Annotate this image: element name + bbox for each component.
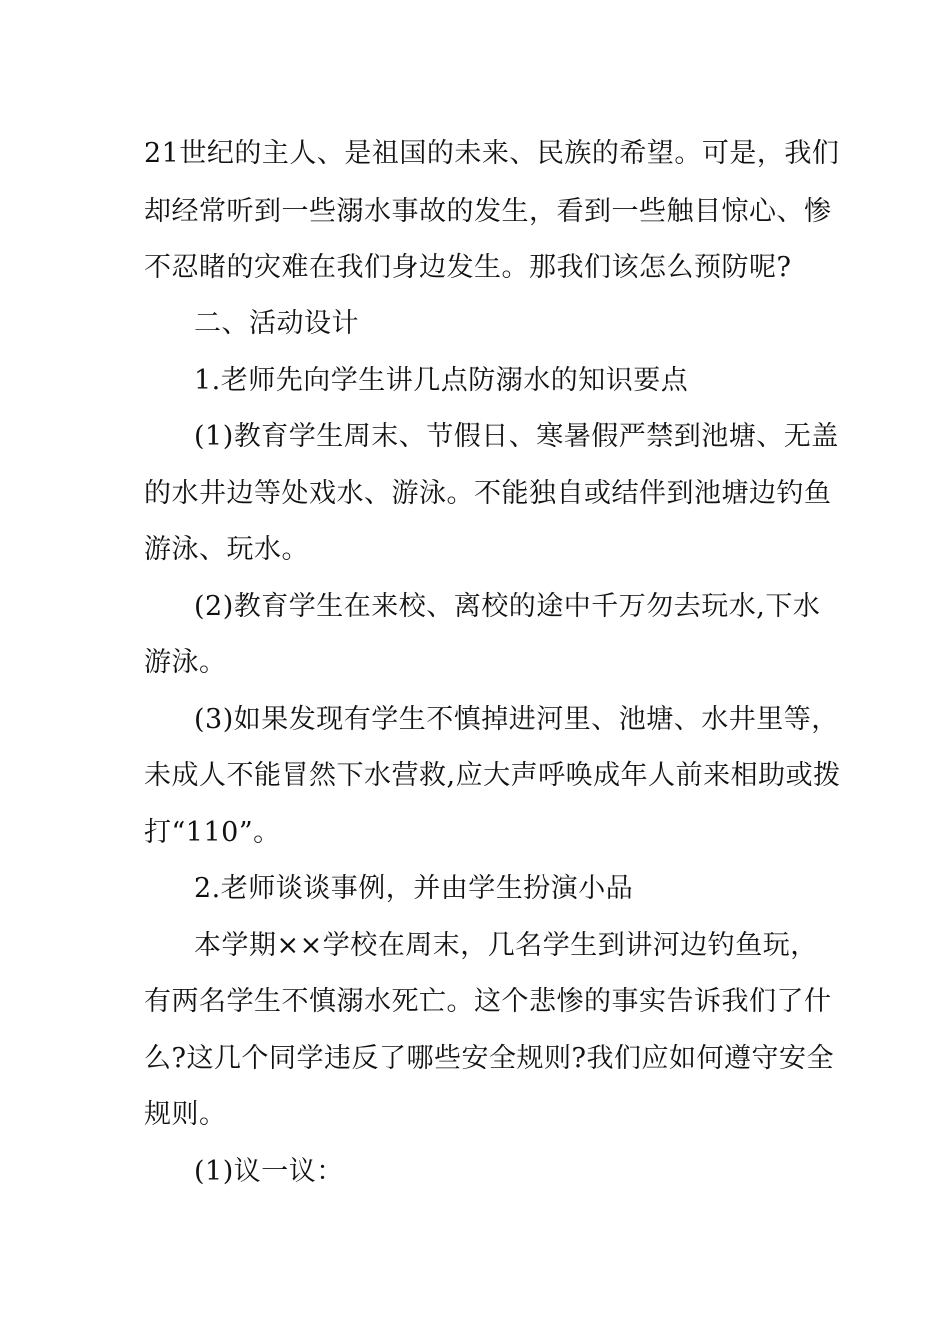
paragraph-line: (3)如果发现有学生不慎掉进河里、池塘、水井里等， <box>194 704 839 735</box>
paragraph-line: 打“110”。 <box>144 817 281 848</box>
paragraph-line: 却经常听到一些溺水事故的发生，看到一些触目惊心、惨 <box>144 196 832 227</box>
paragraph-line: 的水井边等处戏水、游泳。不能独自或结伴到池塘边钓鱼 <box>144 478 832 509</box>
paragraph-line: 有两名学生不慎溺水死亡。这个悲惨的事实告诉我们了什 <box>144 986 832 1017</box>
paragraph-line: 未成人不能冒然下水营救,应大声呼唤成年人前来相助或拨 <box>144 760 841 791</box>
paragraph-line: (2)教育学生在来校、离校的途中千万勿去玩水,下水 <box>194 591 821 622</box>
paragraph-line: 本学期××学校在周末，几名学生到讲河边钓鱼玩， <box>194 930 818 961</box>
paragraph-line: 游泳、玩水。 <box>144 534 309 565</box>
paragraph-line: (1)议一议： <box>194 1156 344 1187</box>
paragraph-line: 规则。 <box>144 1099 227 1130</box>
subsection-heading: 2.老师谈谈事例，并由学生扮演小品 <box>194 873 634 904</box>
paragraph-line: 么?这几个同学违反了哪些安全规则?我们应如何遵守安全 <box>144 1043 834 1074</box>
section-heading: 二、活动设计 <box>194 308 359 339</box>
paragraph-line: 21世纪的主人、是祖国的未来、民族的希望。可是，我们 <box>144 138 840 169</box>
paragraph-line: 游泳。 <box>144 647 227 678</box>
subsection-heading: 1.老师先向学生讲几点防溺水的知识要点 <box>194 365 689 396</box>
paragraph-line: (1)教育学生周末、节假日、寒暑假严禁到池塘、无盖 <box>194 421 839 452</box>
paragraph-line: 不忍睹的灾难在我们身边发生。那我们该怎么预防呢? <box>144 252 792 283</box>
